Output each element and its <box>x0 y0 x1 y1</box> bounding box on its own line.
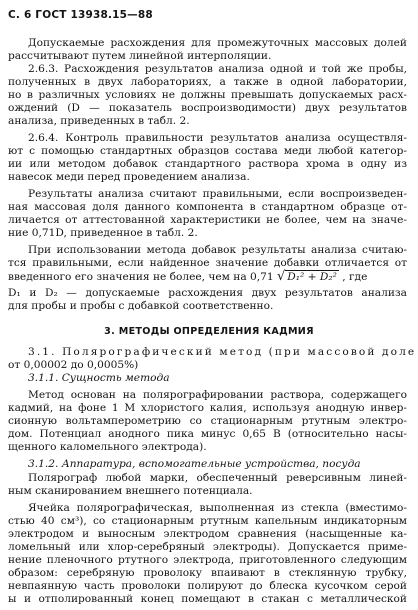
section-title: 3. МЕТОДЫ ОПРЕДЕЛЕНИЯ КАДМИЯ <box>104 326 314 337</box>
page-header: С. 6 ГОСТ 13938.15—88 <box>8 9 153 21</box>
text-line: щенного каломельного электрода). <box>8 441 207 453</box>
text-line: полученных в двух лабораториях, а также в одной лаборатории, <box>8 76 407 88</box>
text-line: дом. Потенциал анодного пика минус 0,65 В (относительно насы- <box>8 428 407 440</box>
text-line: электродом и выносным электродом сравнения (насыщенные ка- <box>8 528 407 540</box>
text-line: навесок меди перед проведением анализа. <box>8 171 250 183</box>
text-line: Метод основан на полярографировании раствора, содержащего <box>28 389 407 401</box>
text-line: Полярограф любой марки, обеспеченный реверсивным линей- <box>28 472 407 484</box>
text-line: ная массовая доля данного компонента в стандартном образце от- <box>8 201 407 213</box>
subsection-title: 3.1.1. Сущность метода <box>28 372 170 384</box>
text-line: стью 40 см³), со стационарным ртутным капельным индикаторным <box>8 515 407 527</box>
text-line: сионную вольтамперометрию со стационарным ртутным электро- <box>8 415 407 427</box>
text-line: 3.1. Полярографический метод (при массовой доле <box>28 346 417 358</box>
text-line: образом: серебряную проволоку впаивают в стеклянную трубку, <box>8 567 407 579</box>
text-line: ождений (D — показатель воспроизводимости) двух результатов <box>8 102 407 114</box>
text-line: 2.6.3. Расхождения результатов анализа одной и той же пробы, <box>28 63 407 75</box>
formula-radicand: D₁² + D₂² <box>287 271 337 283</box>
text-line: D₁ и D₂ — допускаемые расхождения двух результатов анализа <box>8 287 407 299</box>
text-line: от 0,00002 до 0,0005%) <box>8 359 139 371</box>
text-line: Допускаемые расхождения для промежуточных массовых долей <box>28 37 407 49</box>
text-line: , где <box>342 271 368 283</box>
subsection-title: 3.1.2. Аппаратура, вспомогательные устройства, посуда <box>28 458 361 470</box>
text-line: невпаянную часть проволоки полируют до блеска кусочком серой <box>8 580 407 592</box>
text-line: нение пленочного ртутного электрода, приготовленного следующим <box>8 554 407 566</box>
text-line: но в различных условиях не должны превышать допускаемых расх- <box>8 89 407 101</box>
text-line: ют с помощью стандартных образцов состава меди любой категор- <box>8 145 407 157</box>
text-line: для пробы и пробы с добавкой соответственно. <box>8 300 274 312</box>
text-line <box>28 346 417 359</box>
text-line: Ячейка полярографическая, выполненная из стекла (вместимо- <box>28 502 407 514</box>
text-line: рассчитывают путем линейной интерполяции. <box>8 50 272 62</box>
text-line: личается от аттестованной характеристики не более, чем на значе- <box>8 214 407 226</box>
radical-icon: √ <box>277 269 286 284</box>
formula-line <box>8 270 407 284</box>
text-line: ломельный или хлор-серебряный электроды). Допускается приме- <box>8 541 407 553</box>
text-line: ии или методом добавок стандартного раствора хрома в одну из <box>8 158 407 170</box>
text-line: ы и отполированный конец помещают в стакан с металлической <box>8 593 407 605</box>
sqrt-formula <box>277 270 339 284</box>
text-line: 2.6.4. Контроль правильности результатов анализа осуществля- <box>28 132 407 144</box>
text-line: анализа, приведенных в табл. 2. <box>8 115 190 127</box>
text-line: тся правильными, если найденное значение добавки отличается от <box>8 257 407 269</box>
text-line: ние 0,71D, приведенное в табл. 2. <box>8 227 198 239</box>
text-line: кадмий, на фоне 1 М хлористого калия, используя анодную инвер- <box>8 402 407 414</box>
text-line: ным сканированием внешнего потенциала. <box>8 485 253 497</box>
text-line: Результаты анализа считают правильными, если воспроизведен- <box>28 188 407 200</box>
text-line: введенного его значения не более, чем на 0,71 <box>8 271 274 283</box>
text-line: При использовании метода добавок результаты анализа считаю- <box>28 244 407 256</box>
